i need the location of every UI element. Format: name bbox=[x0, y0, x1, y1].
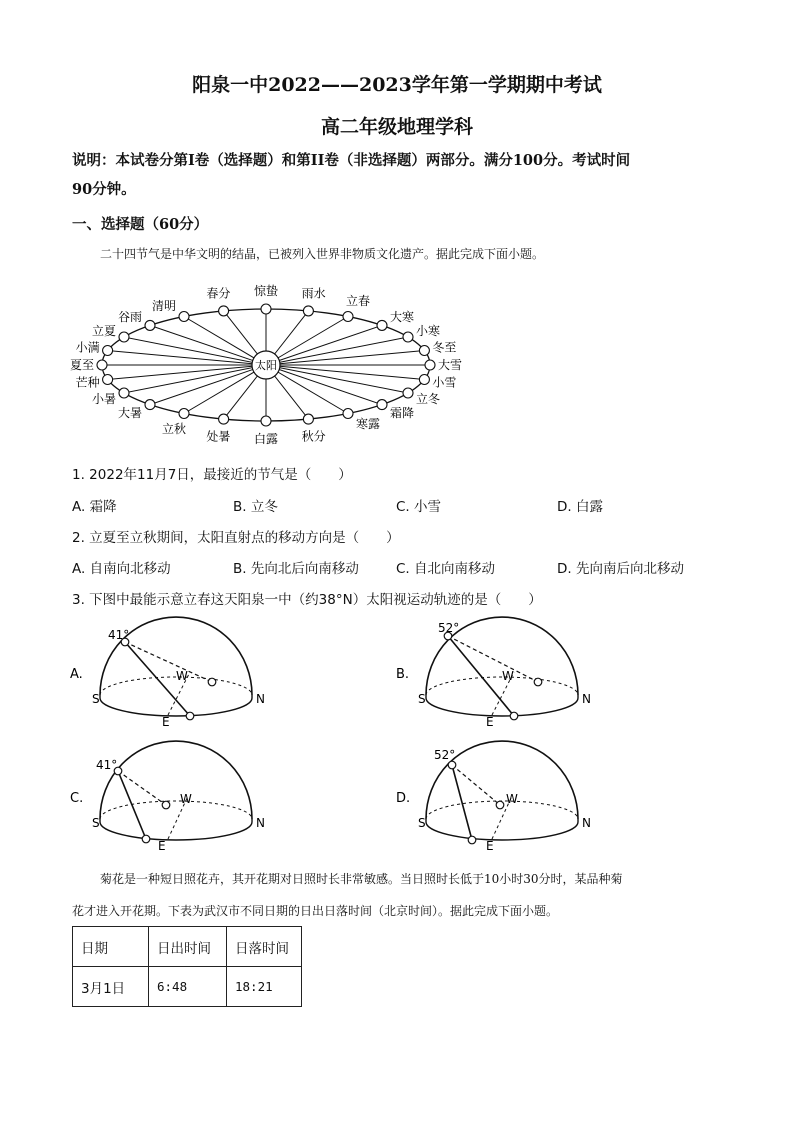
term-marker bbox=[419, 346, 429, 356]
term-label: 处暑 bbox=[206, 429, 231, 444]
term-label: 寒露 bbox=[356, 416, 381, 431]
east-label: E bbox=[158, 839, 166, 853]
q2-option-d[interactable]: D. 先向南后向北移动 bbox=[557, 561, 684, 577]
sunrise-sunset-table bbox=[72, 926, 302, 1007]
term-label: 雨水 bbox=[301, 286, 326, 301]
option-letter: D. bbox=[396, 791, 411, 806]
term-label: 惊蛰 bbox=[253, 284, 279, 298]
term-label: 冬至 bbox=[432, 340, 457, 355]
term-marker bbox=[103, 375, 113, 385]
term-label: 芒种 bbox=[75, 375, 100, 390]
q1-option-a[interactable]: A. 霜降 bbox=[72, 499, 117, 515]
option-letter: C. bbox=[70, 791, 84, 806]
term-marker bbox=[219, 414, 229, 424]
sunrise-marker bbox=[142, 835, 150, 843]
intro-solar-terms: 二十四节气是中华文明的结晶，已被列入世界非物质文化遗产。据此完成下面小题。 bbox=[100, 247, 545, 261]
q2-option-b[interactable]: B. 先向北后向南移动 bbox=[233, 561, 359, 577]
west-label: W bbox=[502, 669, 514, 683]
q1-option-c[interactable]: C. 小雪 bbox=[396, 499, 442, 515]
question-3-stem: 3. 下图中最能示意立春这天阳泉一中（约38°N）太阳视运动轨迹的是（ ） bbox=[72, 592, 542, 608]
q1-option-d[interactable]: D. 白露 bbox=[557, 499, 603, 515]
sunset-marker bbox=[534, 678, 542, 686]
term-label: 立秋 bbox=[161, 422, 187, 437]
term-label: 小暑 bbox=[91, 392, 116, 406]
term-label: 大暑 bbox=[117, 406, 142, 421]
table-cell-date: 3月1日 bbox=[73, 967, 149, 1007]
altitude-label: 52° bbox=[434, 748, 456, 762]
east-label: E bbox=[486, 715, 494, 729]
sun-label: 太阳 bbox=[255, 359, 277, 372]
radial-line bbox=[108, 351, 266, 366]
sunrise-marker bbox=[510, 712, 518, 720]
exam-note bbox=[72, 146, 722, 204]
sun-path-dashed bbox=[125, 642, 212, 682]
exam-title: 阳泉一中2022——2023学年第一学期期中考试 bbox=[192, 74, 602, 96]
q1-option-b[interactable]: B. 立冬 bbox=[233, 499, 278, 515]
term-marker bbox=[219, 306, 229, 316]
table-row bbox=[73, 967, 302, 1007]
radial-line bbox=[108, 365, 266, 380]
section-title: 一、选择题（60分） bbox=[72, 216, 209, 233]
term-marker bbox=[303, 306, 313, 316]
term-label: 立冬 bbox=[416, 392, 441, 406]
term-marker bbox=[97, 360, 107, 370]
intro-chrysanthemum-line-2: 花才进入开花期。下表为武汉市不同日期的日出日落时间（北京时间）。据此完成下面小题。 bbox=[72, 904, 559, 918]
term-marker bbox=[261, 416, 271, 426]
term-marker bbox=[145, 320, 155, 330]
term-marker bbox=[425, 360, 435, 370]
term-label: 立夏 bbox=[91, 324, 116, 338]
south-label: S bbox=[418, 816, 426, 830]
term-marker bbox=[119, 388, 129, 398]
altitude-label: 41° bbox=[96, 758, 118, 772]
term-label: 小满 bbox=[75, 340, 100, 355]
option-letter: B. bbox=[396, 667, 410, 682]
table-header-sunrise: 日出时间 bbox=[149, 927, 227, 967]
term-marker bbox=[403, 332, 413, 342]
west-label: W bbox=[176, 669, 188, 683]
solar-terms-diagram bbox=[60, 268, 500, 453]
term-marker bbox=[403, 388, 413, 398]
altitude-label: 52° bbox=[438, 621, 460, 635]
question-2-stem: 2. 立夏至立秋期间，太阳直射点的移动方向是（ ） bbox=[72, 530, 400, 546]
term-label: 小寒 bbox=[416, 324, 441, 338]
table-cell-sunset: 18:21 bbox=[227, 967, 302, 1007]
north-label: N bbox=[582, 816, 591, 830]
noon-sun-marker bbox=[448, 761, 456, 769]
exam-note-line-1: 说明：本试卷分第I卷（选择题）和第II卷（非选择题）两部分。满分100分。考试时间 bbox=[72, 152, 631, 169]
dome-option-a[interactable] bbox=[70, 617, 265, 729]
sunrise-marker bbox=[186, 712, 194, 720]
east-label: E bbox=[162, 715, 170, 729]
term-label: 白露 bbox=[253, 432, 279, 446]
south-label: S bbox=[92, 692, 100, 706]
term-marker bbox=[377, 320, 387, 330]
term-marker bbox=[179, 409, 189, 419]
term-label: 大寒 bbox=[390, 309, 415, 324]
option-letter: A. bbox=[70, 667, 83, 682]
east-label: E bbox=[486, 839, 494, 853]
west-label: W bbox=[506, 792, 518, 806]
table-header-row bbox=[73, 927, 302, 967]
altitude-label: 41° bbox=[108, 628, 130, 642]
south-label: S bbox=[92, 816, 100, 830]
term-label: 谷雨 bbox=[117, 309, 142, 324]
sun-path-line bbox=[452, 765, 472, 840]
radial-line bbox=[266, 351, 424, 366]
q2-option-a[interactable]: A. 自南向北移动 bbox=[72, 561, 171, 577]
term-label: 秋分 bbox=[301, 429, 326, 444]
table-header-date: 日期 bbox=[73, 927, 149, 967]
sun-path-dashed bbox=[452, 765, 500, 805]
west-label: W bbox=[180, 792, 192, 806]
term-label: 夏至 bbox=[69, 358, 94, 372]
south-label: S bbox=[418, 692, 426, 706]
dome-option-c[interactable] bbox=[70, 741, 265, 853]
table-header-sunset: 日落时间 bbox=[227, 927, 302, 967]
term-marker bbox=[419, 375, 429, 385]
sunrise-marker bbox=[468, 836, 476, 844]
term-marker bbox=[343, 409, 353, 419]
term-label: 春分 bbox=[206, 286, 231, 301]
exam-note-line-2: 90分钟。 bbox=[72, 181, 136, 198]
term-marker bbox=[303, 414, 313, 424]
term-marker bbox=[179, 312, 189, 322]
term-marker bbox=[261, 304, 271, 314]
term-marker bbox=[119, 332, 129, 342]
term-label: 大雪 bbox=[438, 358, 463, 372]
q2-option-c[interactable]: C. 自北向南移动 bbox=[396, 561, 496, 577]
table-cell-sunrise: 6:48 bbox=[149, 967, 227, 1007]
sunset-marker bbox=[162, 801, 170, 809]
term-marker bbox=[145, 400, 155, 410]
exam-subtitle: 高二年级地理学科 bbox=[320, 116, 473, 138]
north-label: N bbox=[256, 692, 265, 706]
radial-line bbox=[266, 365, 424, 380]
sun-path-dashed bbox=[448, 636, 538, 682]
north-label: N bbox=[582, 692, 591, 706]
sunset-marker bbox=[208, 678, 216, 686]
sun-marker bbox=[252, 351, 280, 379]
term-marker bbox=[343, 312, 353, 322]
term-marker bbox=[377, 400, 387, 410]
term-label: 清明 bbox=[151, 299, 176, 314]
term-marker bbox=[103, 346, 113, 356]
intro-chrysanthemum-line-1: 菊花是一种短日照花卉，其开花期对日照时长非常敏感。当日照时长低于10小时30分时，某品种菊 bbox=[100, 872, 623, 886]
sunset-marker bbox=[496, 801, 504, 809]
term-label: 霜降 bbox=[390, 406, 415, 421]
term-label: 小雪 bbox=[432, 375, 457, 390]
north-label: N bbox=[256, 816, 265, 830]
dome-option-d[interactable] bbox=[396, 741, 591, 853]
term-label: 立春 bbox=[345, 293, 371, 308]
question-1-stem: 1. 2022年11月7日，最接近的节气是（ ） bbox=[72, 467, 352, 483]
sun-path-options-diagram bbox=[60, 615, 740, 865]
dome-option-b[interactable] bbox=[396, 617, 591, 729]
